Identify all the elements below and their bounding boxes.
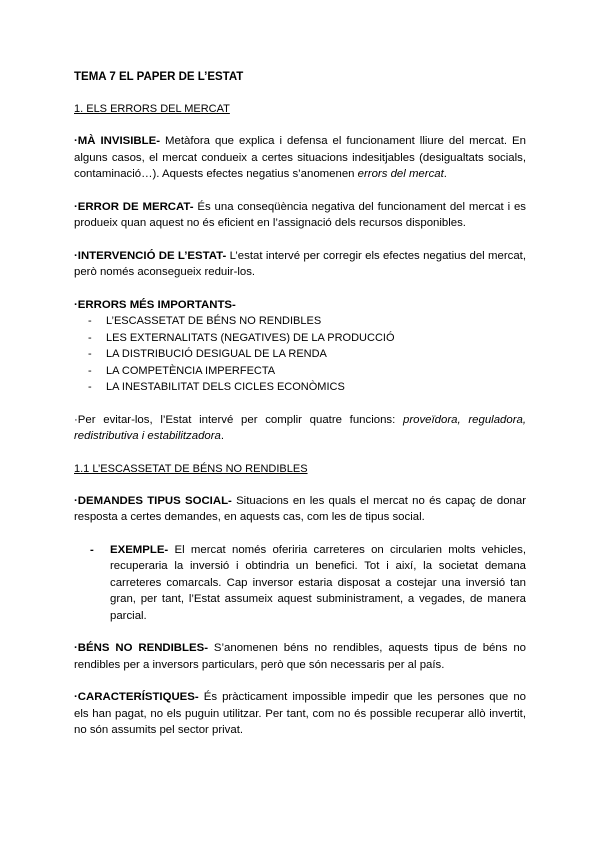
text-caracteristiques: És pràcticament impossible impedir que les persones que no els han pagat, no els puguin utilitzar. Per tant, com no és possible recuperar allò invertit, no són assumits pel sector privat.	[74, 691, 526, 736]
dash-bullet: -	[88, 315, 92, 327]
list-item	[74, 363, 526, 380]
list-item-text: L’ESCASSETAT DE BÉNS NO RENDIBLES	[106, 315, 322, 327]
em-errors-mercat: errors del mercat	[357, 168, 444, 180]
text-intervencio: L’estat intervé per corregir els efectes negatius del mercat, però només aconsegueix reduir-los.	[74, 249, 526, 278]
paragraph-error-mercat	[74, 199, 526, 232]
term-caracteristiques: ·CARACTERÍSTIQUES-	[74, 691, 199, 703]
paragraph-ma-invisible	[74, 133, 526, 183]
list-item	[74, 313, 526, 330]
paragraph-evitar	[74, 412, 526, 445]
term-intervencio: ·INTERVENCIÓ DE L’ESTAT-	[74, 249, 227, 262]
term-bens: ·BÉNS NO RENDIBLES-	[74, 642, 208, 654]
section-heading-errors: 1. ELS ERRORS DEL MERCAT	[74, 103, 230, 115]
text-evitar: ·Per evitar-los, l’Estat intervé per complir quatre funcions:	[74, 413, 404, 426]
text-exemple: El mercat només oferiria carreteres on circularien molts vehicles, recuperaria la inversió i obtindria un benefici. Tot i així, la societat demana carreteres comarcals. Cap inversor estaria disposat a costejar una inversió tan gran, per tant, l’Estat assumeix aquest subministrament, a vegades, de manera parcial.	[110, 543, 526, 622]
page-title: TEMA 7 EL PAPER DE L’ESTAT	[74, 71, 244, 83]
paragraph-bens	[74, 640, 526, 673]
dash-bullet: -	[90, 543, 94, 556]
paragraph-intervencio	[74, 248, 526, 281]
list-item-text: LA COMPETÈNCIA IMPERFECTA	[106, 364, 276, 377]
text-bens: S’anomenen béns no rendibles, aquests tipus de béns no rendibles per a inversors particulars, però que són necessaris per al país.	[74, 642, 526, 671]
list-item	[74, 330, 526, 347]
text-error-mercat: És una conseqüència negativa del funcionament del mercat i es produeix quan aquest no és eficient en l’assignació dels recursos disponibles.	[74, 200, 527, 229]
section-heading-escassetat: 1.1 L’ESCASSETAT DE BÉNS NO RENDIBLES	[74, 462, 308, 475]
em-funcions: proveïdora, reguladora, redistributiva i estabilitzadora	[74, 413, 526, 442]
term-ma-invisible: ·MÀ INVISIBLE-	[74, 135, 161, 147]
list-item-text: LA INESTABILITAT DELS CICLES ECONÒMICS	[106, 381, 345, 393]
list-item	[74, 379, 526, 396]
period: .	[220, 430, 225, 442]
dash-bullet: -	[88, 331, 92, 344]
errors-heading: ·ERRORS MÉS IMPORTANTS-	[74, 298, 236, 311]
paragraph-demandes	[74, 493, 526, 526]
list-item-text: LA DISTRIBUCIÓ DESIGUAL DE LA RENDA	[106, 348, 327, 360]
paragraph-caracteristiques	[74, 689, 526, 739]
text-demandes: Situacions en les quals el mercat no és capaç de donar resposta a certes demandes, en aquests cas, com les de tipus social.	[74, 494, 526, 523]
text-ma-invisible: Metàfora que explica i defensa el funcionament lliure del mercat. En alguns casos, el mercat condueix a certes situacions indesitjables (desigualtats socials, contaminació…). Aquests efectes negatius s’anomenen	[74, 135, 526, 180]
term-exemple: EXEMPLE-	[110, 543, 169, 556]
list-item	[74, 346, 526, 363]
term-error-mercat: ·ERROR DE MERCAT-	[74, 200, 194, 213]
dash-bullet: -	[88, 381, 92, 393]
list-item-text: LES EXTERNALITATS (NEGATIVES) DE LA PRODUCCIÓ	[106, 331, 395, 344]
dash-bullet: -	[88, 348, 92, 360]
paragraph-exemple	[74, 542, 526, 625]
term-demandes: ·DEMANDES TIPUS SOCIAL-	[74, 494, 232, 507]
period: .	[443, 168, 447, 180]
errors-list	[74, 313, 526, 396]
dash-bullet: -	[88, 364, 92, 377]
